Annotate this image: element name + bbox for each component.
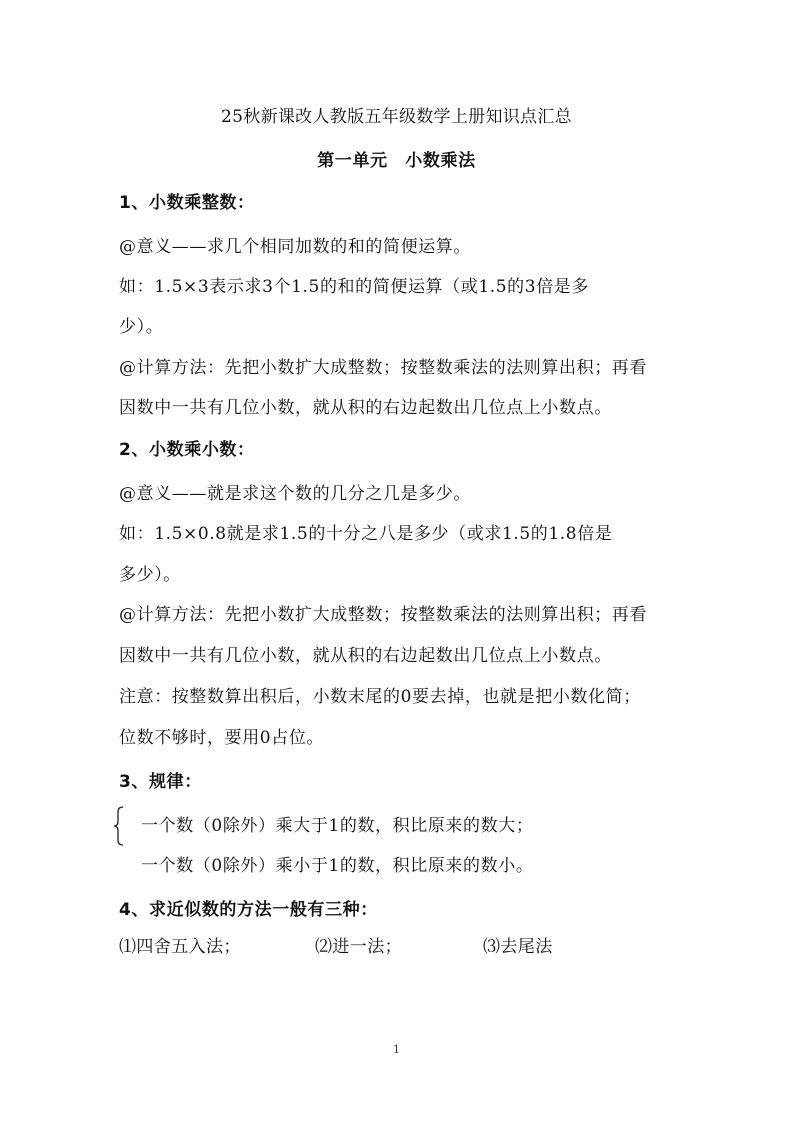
section-2-line-6: 注意：按整数算出积后，小数末尾的0要去掉，也就是把小数化简； bbox=[119, 687, 641, 707]
method-2: ⑵进一法； bbox=[315, 937, 402, 957]
section-heading-4: 4、求近似数的方法一般有三种： bbox=[119, 900, 378, 920]
approximation-methods bbox=[119, 936, 679, 960]
document-title: 25秋新课改人教版五年级数学上册知识点汇总 bbox=[221, 107, 572, 127]
section-2-line-1: @意义——就是求这个数的几分之几是多少。 bbox=[119, 484, 471, 504]
section-1-line-4: @计算方法：先把小数扩大成整数；按整数乘法的法则算出积；再看 bbox=[119, 358, 647, 378]
section-1-line-3: 少）。 bbox=[119, 317, 164, 337]
section-heading-1: 1、小数乘整数： bbox=[119, 193, 255, 213]
page-number: 1 bbox=[393, 1043, 400, 1056]
method-1: ⑴四舍五入法； bbox=[119, 937, 241, 957]
rule-line-1: 一个数（0除外）乘大于1的数，积比原来的数大； bbox=[141, 816, 534, 836]
section-1-line-1: @意义——求几个相同加数的和的简便运算。 bbox=[119, 237, 471, 257]
section-heading-3: 3、规律： bbox=[119, 772, 202, 792]
section-2-line-7: 位数不够时，要用0占位。 bbox=[119, 728, 325, 748]
section-1-line-5: 因数中一共有几位小数，就从积的右边起数出几位点上小数点。 bbox=[119, 398, 612, 418]
left-brace-icon bbox=[112, 806, 126, 846]
section-2-line-2: 如：1.5×0.8就是求1.5的十分之八是多少（或求1.5的1.8倍是 bbox=[119, 524, 613, 544]
section-1-line-2: 如：1.5×3表示求3个1.5的和的简便运算（或1.5的3倍是多 bbox=[119, 277, 589, 297]
section-2-line-3: 多少）。 bbox=[119, 565, 181, 585]
section-heading-2: 2、小数乘小数： bbox=[119, 440, 255, 460]
unit-title: 第一单元 小数乘法 bbox=[317, 151, 476, 171]
rule-line-2: 一个数（0除外）乘小于1的数，积比原来的数小。 bbox=[141, 856, 534, 876]
method-3: ⑶去尾法 bbox=[483, 937, 553, 957]
section-2-line-5: 因数中一共有几位小数，就从积的右边起数出几位点上小数点。 bbox=[119, 646, 612, 666]
section-2-line-4: @计算方法：先把小数扩大成整数；按整数乘法的法则算出积；再看 bbox=[119, 605, 647, 625]
